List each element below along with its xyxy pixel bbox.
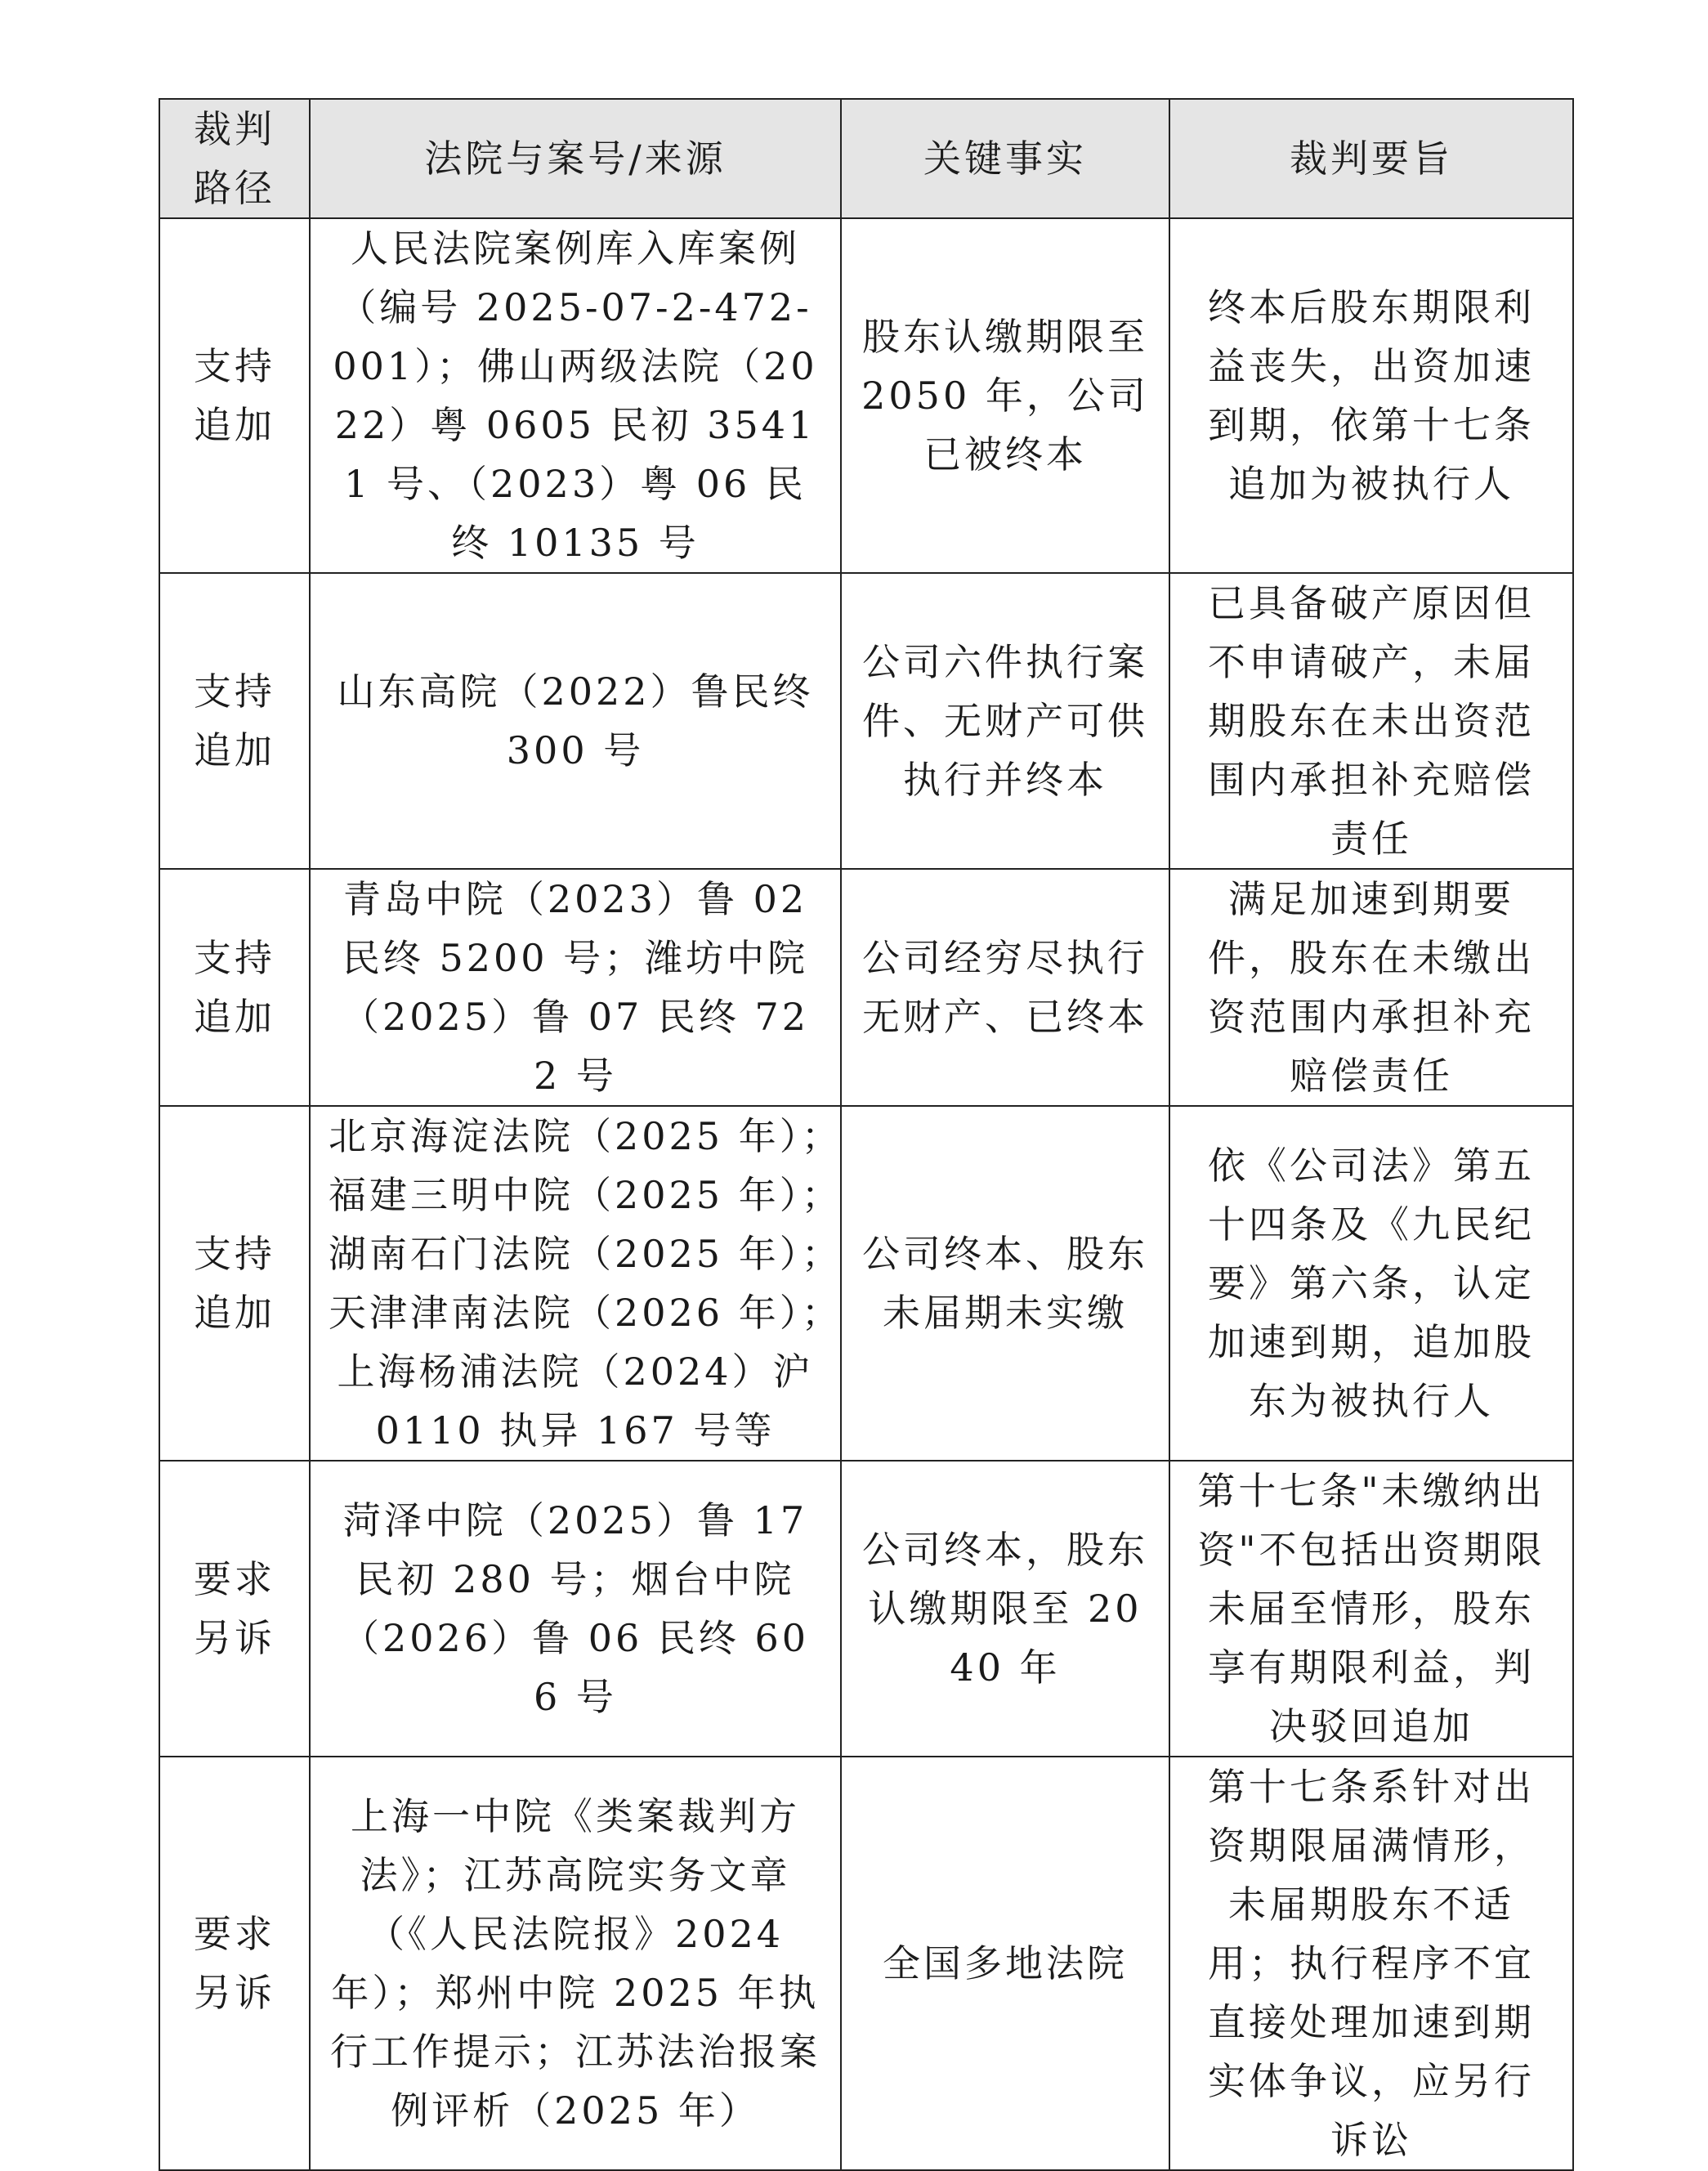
- row-facts: 公司终本，股东认缴期限至 2040 年: [841, 1461, 1169, 1757]
- row-facts: 公司经穷尽执行无财产、已终本: [841, 869, 1169, 1106]
- row-path: 支持追加: [159, 1106, 310, 1461]
- row-holding: 满足加速到期要件，股东在未缴出资范围内承担补充赔偿责任: [1169, 869, 1573, 1106]
- row-holding: 依《公司法》第五十四条及《九民纪要》第六条，认定加速到期，追加股东为被执行人: [1169, 1106, 1573, 1461]
- court-line: 湖南石门法院（2025 年）；: [329, 1232, 843, 1276]
- row-facts: 股东认缴期限至 2050 年，公司已被终本: [841, 218, 1169, 573]
- header-path: 裁判路径: [159, 99, 310, 218]
- court-line: 上海杨浦法院（2024）沪 0110 执异 167 号等: [337, 1350, 814, 1453]
- row-court: 人民法院案例库入库案例（编号 2025-07-2-472-001）；佛山两级法院（2022）粤 0605 民初 35411 号、（2023）粤 06 民终 10135 号: [310, 218, 841, 573]
- table-row: [159, 1106, 1573, 1461]
- court-line: 福建三明中院（2025 年）；: [329, 1173, 843, 1217]
- table-header-row: [159, 99, 1573, 218]
- row-court: [310, 1106, 841, 1461]
- row-path: 要求另诉: [159, 1757, 310, 2170]
- table-row: [159, 573, 1573, 869]
- table-row: [159, 869, 1573, 1106]
- row-facts: 全国多地法院: [841, 1757, 1169, 2170]
- row-holding: 终本后股东期限利益丧失，出资加速到期，依第十七条追加为被执行人: [1169, 218, 1573, 573]
- row-path: 支持追加: [159, 218, 310, 573]
- table-row: [159, 218, 1573, 573]
- row-holding: 已具备破产原因但不申请破产，未届期股东在未出资范围内承担补充赔偿责任: [1169, 573, 1573, 869]
- row-path: 支持追加: [159, 573, 310, 869]
- row-court: 青岛中院（2023）鲁 02 民终 5200 号；潍坊中院（2025）鲁 07 民终 722 号: [310, 869, 841, 1106]
- row-holding: 第十七条系针对出资期限届满情形，未届期股东不适用；执行程序不宜直接处理加速到期实体争议，应另行诉讼: [1169, 1757, 1573, 2170]
- row-holding: 第十七条"未缴纳出资"不包括出资期限未届至情形，股东享有期限利益，判决驳回追加: [1169, 1461, 1573, 1757]
- row-facts: 公司六件执行案件、无财产可供执行并终本: [841, 573, 1169, 869]
- row-court: 菏泽中院（2025）鲁 17 民初 280 号；烟台中院（2026）鲁 06 民终 606 号: [310, 1461, 841, 1757]
- header-facts: 关键事实: [841, 99, 1169, 218]
- row-path: 要求另诉: [159, 1461, 310, 1757]
- table-row: [159, 1461, 1573, 1757]
- row-court: 山东高院（2022）鲁民终 300 号: [310, 573, 841, 869]
- row-path: 支持追加: [159, 869, 310, 1106]
- header-court: 法院与案号/来源: [310, 99, 841, 218]
- row-court: 上海一中院《类案裁判方法》；江苏高院实务文章（《人民法院报》2024 年）；郑州中院 2025 年执行工作提示；江苏法治报案例评析（2025 年）: [310, 1757, 841, 2170]
- row-facts: 公司终本、股东未届期未实缴: [841, 1106, 1169, 1461]
- court-line: 北京海淀法院（2025 年）；: [329, 1114, 843, 1158]
- judgment-paths-table: [159, 98, 1574, 2171]
- court-line: 天津津南法院（2026 年）；: [329, 1291, 843, 1335]
- header-holding: 裁判要旨: [1169, 99, 1573, 218]
- table-row: [159, 1757, 1573, 2170]
